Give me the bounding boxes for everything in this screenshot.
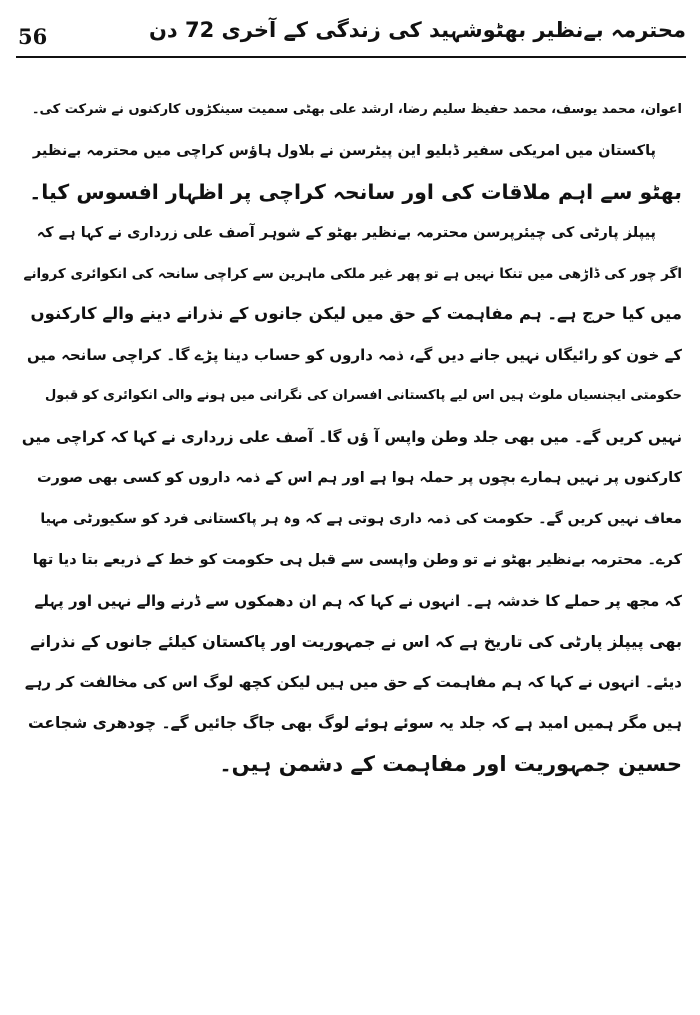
text-line: بھی پیپلز پارٹی کی تاریخ ہے کہ اس نے جمہوریت اور پاکستان کیلئے جانوں کے نذرانے <box>30 631 682 651</box>
text-line: بھٹو سے اہم ملاقات کی اور سانحہ کراچی پر اظہار افسوس کیا۔ <box>29 179 682 204</box>
text-line: اگر چور کی ڈاڑھی میں تنکا نہیں ہے تو پھر غیر ملکی ماہرین سے کراچی سانحہ کی انکوائری کروانے <box>23 265 682 282</box>
header-divider <box>16 56 686 58</box>
page-header <box>16 14 686 54</box>
page-number: 56 <box>18 24 48 49</box>
running-title: محترمہ بےنظیر بھٹوشہید کی زندگی کے آخری 72 دن <box>148 18 686 42</box>
text-line: ہیں مگر ہمیں امید ہے کہ جلد یہ سوئے ہوئے لوگ بھی جاگ جائیں گے۔ چودھری شجاعت <box>27 714 682 733</box>
text-line: میں کیا حرج ہے۔ ہم مفاہمت کے حق میں لیکن جانوں کے نذرانے دینے والے کارکنوں <box>30 304 682 324</box>
text-line: پیپلز پارٹی کی چیئرپرسن محترمہ بےنظیر بھٹو کے شوہر آصف علی زرداری نے کہا ہے کہ <box>36 224 656 241</box>
text-line: پاکستان میں امریکی سفیر ڈبلیو این پیٹرسن نے بلاول ہاؤس کراچی میں محترمہ بےنظیر <box>32 142 656 159</box>
text-line: حکومتی ایجنسیاں ملوث ہیں اس لیے پاکستانی افسران کی نگرانی میں ہونے والی انکوائری کو قبول <box>45 388 682 404</box>
text-line: کارکنوں پر نہیں ہمارے بچوں پر حملہ ہوا ہے اور ہم اس کے ذمہ داروں کو کسی بھی صورت <box>36 470 682 487</box>
text-line: معاف نہیں کریں گے۔ حکومت کی ذمہ داری ہوتی ہے کہ وہ ہر پاکستانی فرد کو سکیورٹی مہیا <box>40 510 682 527</box>
text-line: کہ مجھ پر حملے کا خدشہ ہے۔ انہوں نے کہا کہ ہم ان دھمکوں سے ڈرنے والے نہیں اور پہلے <box>34 591 682 610</box>
body-text <box>22 90 682 785</box>
text-line: اعوان، محمد یوسف، محمد حفیظ سلیم رضا، ارشد علی بھٹی سمیت سینکڑوں کارکنوں نے شرکت کی۔ <box>31 102 682 117</box>
text-line: کے خون کو رائیگاں نہیں جانے دیں گے، ذمہ داروں کو حساب دینا پڑے گا۔ کراچی سانحہ میں <box>26 346 682 365</box>
text-line: حسین جمہوریت اور مفاہمت کے دشمن ہیں۔ <box>219 752 682 777</box>
text-line: کرے۔ محترمہ بےنظیر بھٹو نے تو وطن واپسی سے قبل ہی حکومت کو خط کے ذریعے بتا دیا تھا <box>32 551 682 568</box>
text-line: دیئے۔ انہوں نے کہا کہ ہم مفاہمت کے حق میں ہیں لیکن کچھ لوگ اس کی مخالفت کر رہے <box>24 673 682 692</box>
text-line: نہیں کریں گے۔ میں بھی جلد وطن واپس آ ؤں گا۔ آصف علی زرداری نے کہا کہ کراچی میں <box>22 428 682 447</box>
